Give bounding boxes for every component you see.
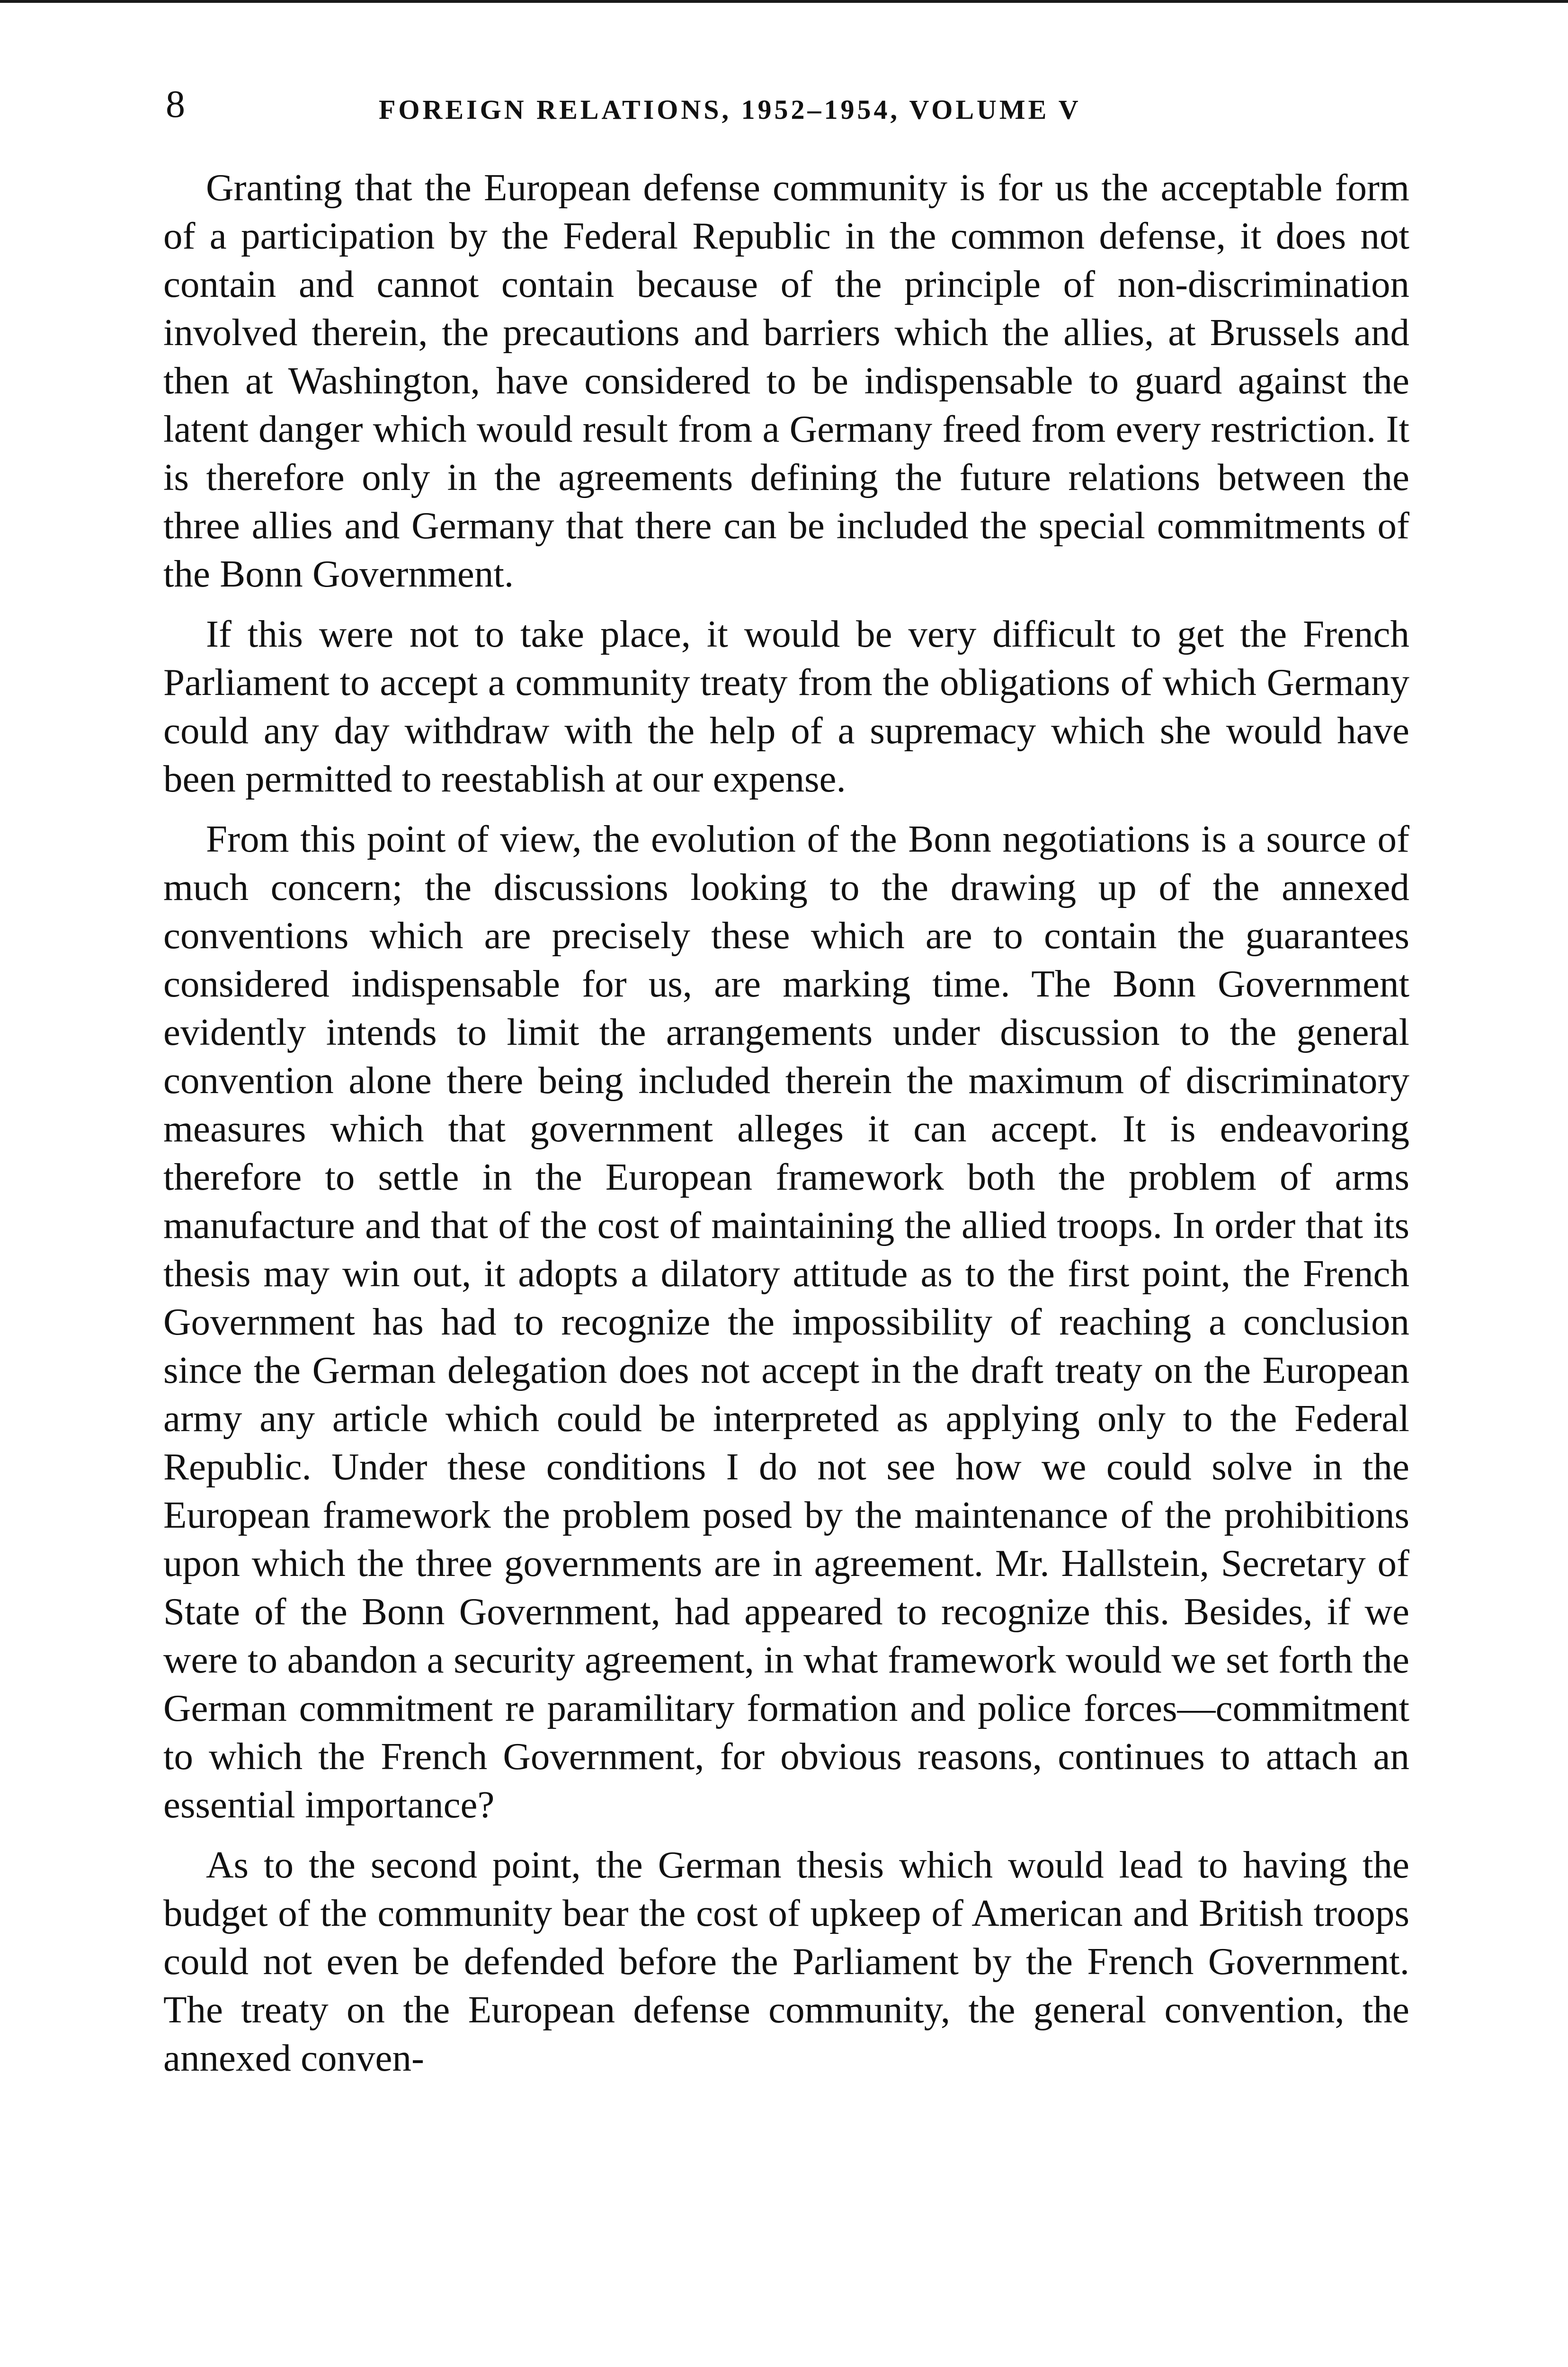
body-text: [163, 163, 1409, 2094]
paragraph-2: If this were not to take place, it would be very difficult to get the French Parliament to accept a community treaty from the obligations of which Germany could any day withdraw with the help of a supremacy which she would have been permitted to reestablish at our expense.: [163, 613, 1409, 800]
running-head: FOREIGN RELATIONS, 1952–1954, VOLUME V: [379, 94, 1081, 125]
paragraph-3: From this point of view, the evolution of the Bonn negotiations is a source of much concern; the discussions looking to the drawing up of the annexed conventions which are precisely these which are to contain the guarantees considered indispensable for us, are marking time. The Bonn Government evidently intends to limit the arrangements under discussion to the general convention alone there being included therein the maximum of discriminatory measures which that government alleges it can accept. It is endeavoring therefore to settle in the European framework both the problem of arms manufacture and that of the cost of maintaining the allied troops. In order that its thesis may win out, it adopts a dilatory attitude as to the first point, the French Government has had to recognize the impossibility of reaching a conclusion since the German delegation does not accept in the draft treaty on the European army any article which could be interpreted as applying only to the Federal Republic. Under these conditions I do not see how we could solve in the European framework the problem posed by the maintenance of the prohibitions upon which the three governments are in agreement. Mr. Hallstein, Secretary of State of the Bonn Government, had appeared to recognize this. Besides, if we were to abandon a security agreement, in what framework would we set forth the German commitment re paramilitary formation and police forces—commitment to which the French Government, for obvious reasons, continues to attach an essential importance?: [163, 818, 1409, 1826]
paragraph-4: As to the second point, the German thesis which would lead to having the budget of the community bear the cost of upkeep of American and British troops could not even be defended before the Parliament by the French Government. The treaty on the European defense community, the general convention, the annexed conven-: [163, 1843, 1409, 2079]
paragraph-1: Granting that the European defense community is for us the acceptable form of a participation by the Federal Republic in the common defense, it does not contain and cannot contain because of the principle of non-discrimination involved therein, the precautions and barriers which the allies, at Brussels and then at Washington, have considered to be indispensable to guard against the latent danger which would result from a Germany freed from every restriction. It is therefore only in the agreements defining the future relations between the three allies and Germany that there can be included the special commitments of the Bonn Government.: [163, 166, 1409, 595]
page-header: [166, 78, 1406, 130]
page-number: 8: [166, 82, 186, 125]
top-scan-edge: [0, 0, 1568, 3]
